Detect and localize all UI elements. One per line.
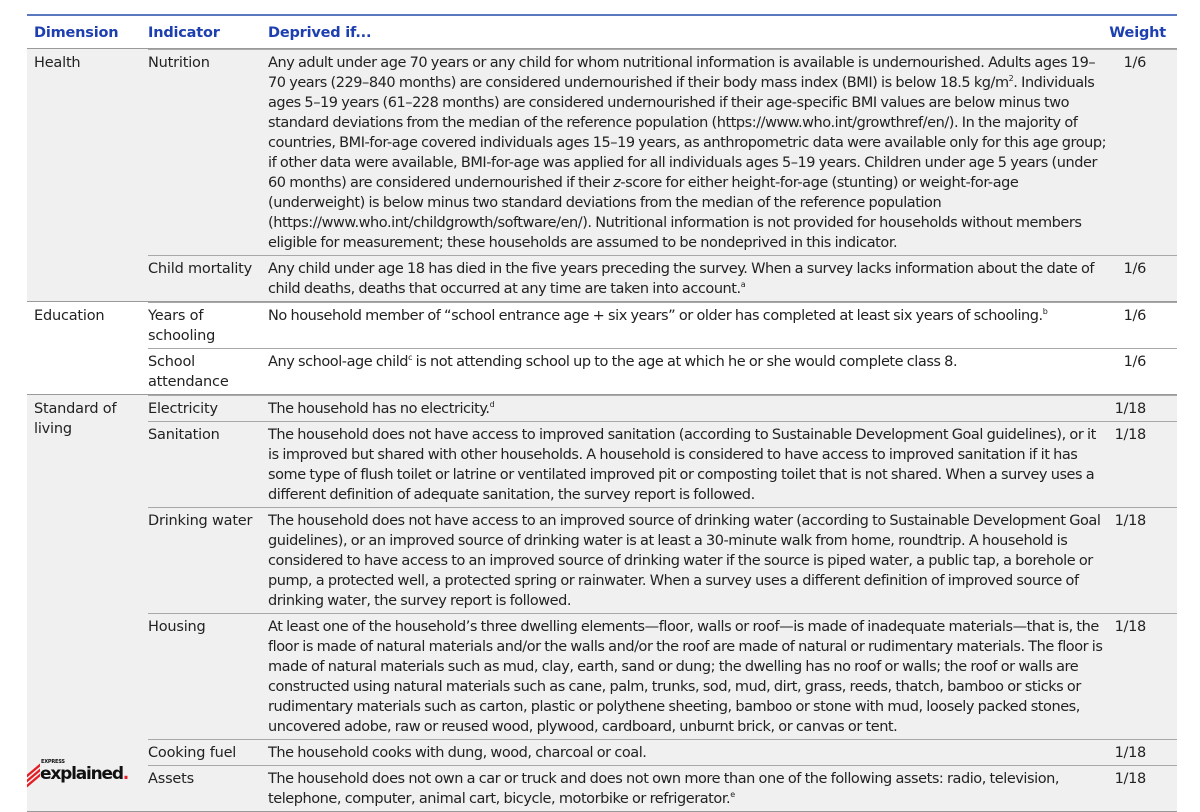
- section-education: [27, 302, 1177, 395]
- indicator-label: Nutrition: [148, 55, 210, 71]
- indicator-label: Years of schooling: [148, 308, 216, 344]
- section-health: [27, 49, 1177, 302]
- indicator-label: Drinking water: [148, 513, 253, 529]
- deprivation-text: At least one of the household’s three dwelling elements—floor, walls or roof—is made of inadequate materials—that is, the floor is made of natural materials and/or the walls and/or the roof are made of natural or rudimentary materials. The floor is made of natural materials such as mud, clay, earth, sand or dung; the dwelling has no roof or walls; the roof or walls are constructed using natural materials such as cane, palm, trunks, sod, mud, dirt, grass, reeds, thatch, bamboo or sticks or rudimentary materials such as carton, plastic or polythene sheeting, bamboo or stone with mud, loosely packed stones, uncovered adobe, raw or reused wood, plywood, cardboard, unburnt brick, or canvas or tent.: [268, 619, 1103, 735]
- table-header: [27, 16, 1177, 49]
- weight-value: 1/18: [1114, 427, 1146, 443]
- text-part: is not attending school up to the age at which he or she would complete class 8.: [412, 354, 958, 370]
- indicator-label: Housing: [148, 619, 206, 635]
- italic-z: z: [613, 175, 621, 191]
- table-row-nutrition: [148, 49, 1177, 255]
- weight-value: 1/18: [1114, 513, 1146, 529]
- footnote-marker: c: [408, 353, 413, 362]
- text-part: -score for either height-for-age (stunting) or weight-for-age (underweight) is below minus two standard deviations from the median of the reference population (https://www.who.int/childgrowth/software/en/). Nutritional information is not provided for households without members eligible for measurement; these households are assumed to be nondeprived in this indicator.: [268, 175, 1082, 251]
- indicator-label: Cooking fuel: [148, 745, 237, 761]
- weight-value: 1/6: [1123, 354, 1146, 370]
- deprivation-text: [268, 306, 1108, 346]
- indicator-label: School attendance: [148, 354, 229, 390]
- header-dimension: Dimension: [34, 25, 119, 41]
- red-stripes-icon: [27, 767, 39, 783]
- deprivation-text: [268, 352, 1108, 392]
- weight-value: 1/18: [1114, 619, 1146, 635]
- deprivation-text: The household does not have access to improved sanitation (according to Sustainable Development Goal guidelines), or it is improved but shared with other households. A household is considered to have access to improved sanitation if it has some type of flush toilet or latrine or ventilated improved pit or composting toilet that is not shared. When a survey uses a different definition of adequate sanitation, the survey report is followed.: [268, 427, 1096, 503]
- text-part: Any child under age 18 has died in the five years preceding the survey. When a survey lacks information about the date of child deaths, deaths that occurred at any time are taken into account.: [268, 261, 1095, 297]
- text-part: The household does not own a car or truck and does not own more than one of the following assets: radio, television, telephone, computer, animal cart, bicycle, motorbike or refrigerator.: [268, 771, 1060, 807]
- header-indicator: Indicator: [148, 25, 220, 41]
- table-row-assets: [148, 765, 1177, 811]
- weight-value: 1/18: [1114, 401, 1146, 417]
- table-row-electricity: [148, 395, 1177, 421]
- weight-value: 1/18: [1114, 745, 1146, 761]
- footnote-marker: e: [730, 790, 735, 799]
- deprivation-text: [268, 399, 1108, 419]
- table-row-sanitation: [148, 421, 1177, 507]
- text-part: No household member of “school entrance age + six years” or older has completed at least six years of schooling.: [268, 308, 1043, 324]
- table-row-school-attendance: [148, 348, 1177, 394]
- section-standard-of-living: [27, 395, 1177, 812]
- express-explained-logo: [27, 759, 129, 784]
- table-row-child-mortality: [148, 255, 1177, 301]
- deprivation-text: The household cooks with dung, wood, charcoal or coal.: [268, 745, 647, 761]
- indicator-label: Assets: [148, 771, 194, 787]
- dimension-label: Education: [34, 308, 105, 324]
- table-row-cooking-fuel: [148, 739, 1177, 765]
- superscript: 2: [1008, 74, 1014, 83]
- indicator-label: Sanitation: [148, 427, 220, 443]
- deprivation-text: [268, 53, 1108, 253]
- weight-value: 1/6: [1123, 55, 1146, 71]
- dimension-label: Standard of living: [34, 401, 117, 437]
- indicator-label: Child mortality: [148, 261, 253, 277]
- weight-value: 1/6: [1123, 308, 1146, 324]
- mpi-indicator-table: [27, 14, 1177, 812]
- header-deprived-if: Deprived if...: [268, 25, 372, 41]
- deprivation-text: [268, 259, 1108, 299]
- text-part: . Individuals ages 5–19 years (61–228 months) are considered undernourished if their age-specific BMI values are below minus two standard deviations from the median of the reference population (https://www.who.int/growthref/en/). In the majority of countries, BMI-for-age covered individuals ages 15–19 years, as anthropometric data were available only for this age group; if other data were available, BMI-for-age was applied for all individuals ages 5–19 years. Children under age 5 years (under 60 months) are considered undernourished if their: [268, 75, 1107, 191]
- indicator-label: Electricity: [148, 401, 218, 417]
- weight-value: 1/6: [1123, 261, 1146, 277]
- logo-dot: .: [122, 764, 129, 784]
- table-row-drinking-water: [148, 507, 1177, 613]
- deprivation-text: [268, 769, 1108, 809]
- dimension-label: Health: [34, 55, 81, 71]
- deprivation-text: The household does not have access to an improved source of drinking water (according to Sustainable Development Goal guidelines), or an improved source of drinking water is at least a 30-minute walk from home, roundtrip. A household is considered to have access to an improved source of drinking water if the source is piped water, a public tap, a borehole or pump, a protected well, a protected spring or rainwater. When a survey uses a different definition of improved source of drinking water, the survey report is followed.: [268, 513, 1101, 609]
- table-row-housing: [148, 613, 1177, 739]
- footnote-marker: a: [740, 280, 746, 289]
- logo-explained-text: explained: [40, 764, 123, 784]
- footnote-marker: d: [489, 400, 495, 409]
- weight-value: 1/18: [1114, 771, 1146, 787]
- text-part: The household has no electricity.: [268, 401, 490, 417]
- header-weight: Weight: [1109, 25, 1166, 41]
- logo-express-text: EXPRESS: [41, 759, 65, 765]
- text-part: Any school-age child: [268, 354, 409, 370]
- table-row-years-of-schooling: [148, 302, 1177, 348]
- text-part: Any adult under age 70 years or any child for whom nutritional information is available is undernourished. Adults ages 19–70 years (229–840 months) are considered undernourished if their body mass index (BMI) is below 18.5 kg/m: [268, 55, 1096, 91]
- footnote-marker: b: [1042, 307, 1048, 316]
